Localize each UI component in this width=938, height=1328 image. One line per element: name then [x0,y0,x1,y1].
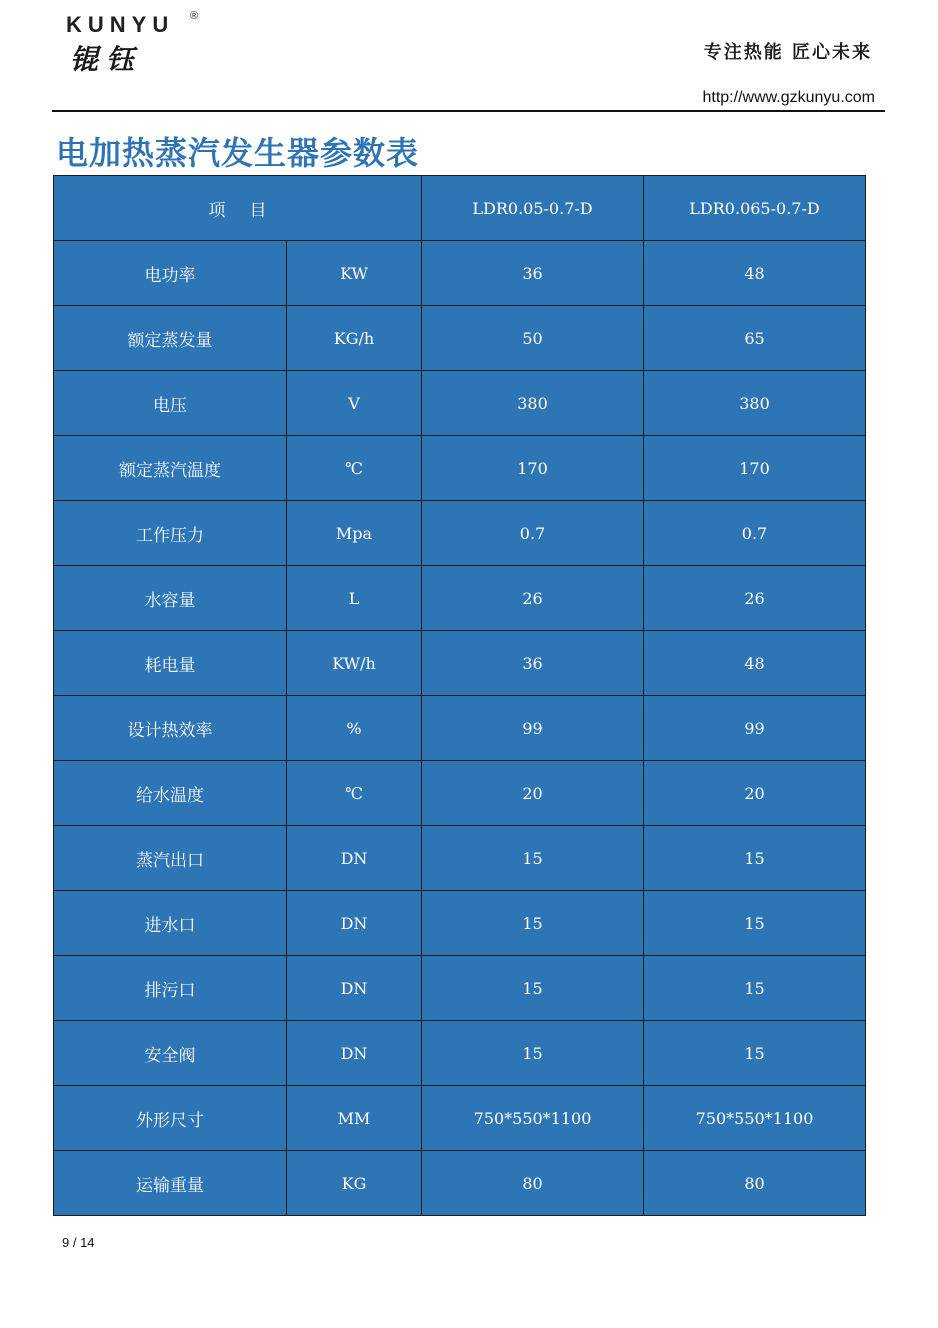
header-model-1: LDR0.05-0.7-D [422,176,644,241]
table-row [54,761,866,826]
param-unit: KG [287,1151,422,1216]
value-model-2: 750*550*1100 [644,1086,866,1151]
table-row [54,1086,866,1151]
value-model-1: 15 [422,1021,644,1086]
param-unit: DN [287,956,422,1021]
value-model-2: 20 [644,761,866,826]
value-model-1: 99 [422,696,644,761]
table-row [54,566,866,631]
page-number: 9 / 14 [62,1235,95,1250]
value-model-2: 15 [644,956,866,1021]
param-unit: Mpa [287,501,422,566]
param-unit: KW [287,241,422,306]
param-name: 设计热效率 [54,696,287,761]
param-name: 工作压力 [54,501,287,566]
value-model-2: 0.7 [644,501,866,566]
value-model-2: 80 [644,1151,866,1216]
website-url[interactable]: http://www.gzkunyu.com [702,89,875,106]
logo-text-cn: 锟钰 [70,43,143,76]
table-row [54,631,866,696]
param-name: 额定蒸汽温度 [54,436,287,501]
param-name: 水容量 [54,566,287,631]
table-header-row [54,176,866,241]
value-model-2: 26 [644,566,866,631]
table-row [54,1151,866,1216]
value-model-1: 750*550*1100 [422,1086,644,1151]
param-name: 电功率 [54,241,287,306]
value-model-1: 15 [422,826,644,891]
param-name: 额定蒸发量 [54,306,287,371]
value-model-1: 20 [422,761,644,826]
param-name: 安全阀 [54,1021,287,1086]
table-row [54,696,866,761]
value-model-2: 99 [644,696,866,761]
value-model-2: 170 [644,436,866,501]
param-unit: DN [287,891,422,956]
value-model-1: 170 [422,436,644,501]
table-row [54,956,866,1021]
table-row [54,306,866,371]
company-logo [66,12,206,74]
slogan: 专注热能 匠心未来 [703,42,872,63]
table-row [54,241,866,306]
table-row [54,436,866,501]
value-model-1: 15 [422,956,644,1021]
header-model-2: LDR0.065-0.7-D [644,176,866,241]
value-model-2: 15 [644,1021,866,1086]
param-name: 进水口 [54,891,287,956]
param-name: 耗电量 [54,631,287,696]
value-model-1: 15 [422,891,644,956]
value-model-2: 15 [644,826,866,891]
param-name: 排污口 [54,956,287,1021]
param-unit: KG/h [287,306,422,371]
table-row [54,826,866,891]
table-row [54,891,866,956]
param-unit: DN [287,1021,422,1086]
header-item: 项目 [54,176,422,241]
value-model-2: 15 [644,891,866,956]
param-unit: ℃ [287,761,422,826]
table-row [54,371,866,436]
param-unit: KW/h [287,631,422,696]
param-unit: % [287,696,422,761]
param-name: 电压 [54,371,287,436]
table-row [54,501,866,566]
param-unit: ℃ [287,436,422,501]
table-row [54,1021,866,1086]
header-divider [52,110,885,112]
value-model-2: 48 [644,241,866,306]
spec-table [53,175,866,1216]
value-model-1: 36 [422,241,644,306]
logo-text-en: KUNYU [66,12,175,37]
value-model-1: 36 [422,631,644,696]
value-model-2: 48 [644,631,866,696]
value-model-1: 380 [422,371,644,436]
param-name: 蒸汽出口 [54,826,287,891]
param-name: 给水温度 [54,761,287,826]
param-unit: L [287,566,422,631]
param-name: 外形尺寸 [54,1086,287,1151]
value-model-1: 0.7 [422,501,644,566]
param-name: 运输重量 [54,1151,287,1216]
document-title: 电加热蒸汽发生器参数表 [56,134,420,172]
value-model-2: 65 [644,306,866,371]
param-unit: V [287,371,422,436]
param-unit: DN [287,826,422,891]
value-model-1: 80 [422,1151,644,1216]
param-unit: MM [287,1086,422,1151]
value-model-2: 380 [644,371,866,436]
registered-mark: ® [190,10,199,22]
value-model-1: 50 [422,306,644,371]
value-model-1: 26 [422,566,644,631]
